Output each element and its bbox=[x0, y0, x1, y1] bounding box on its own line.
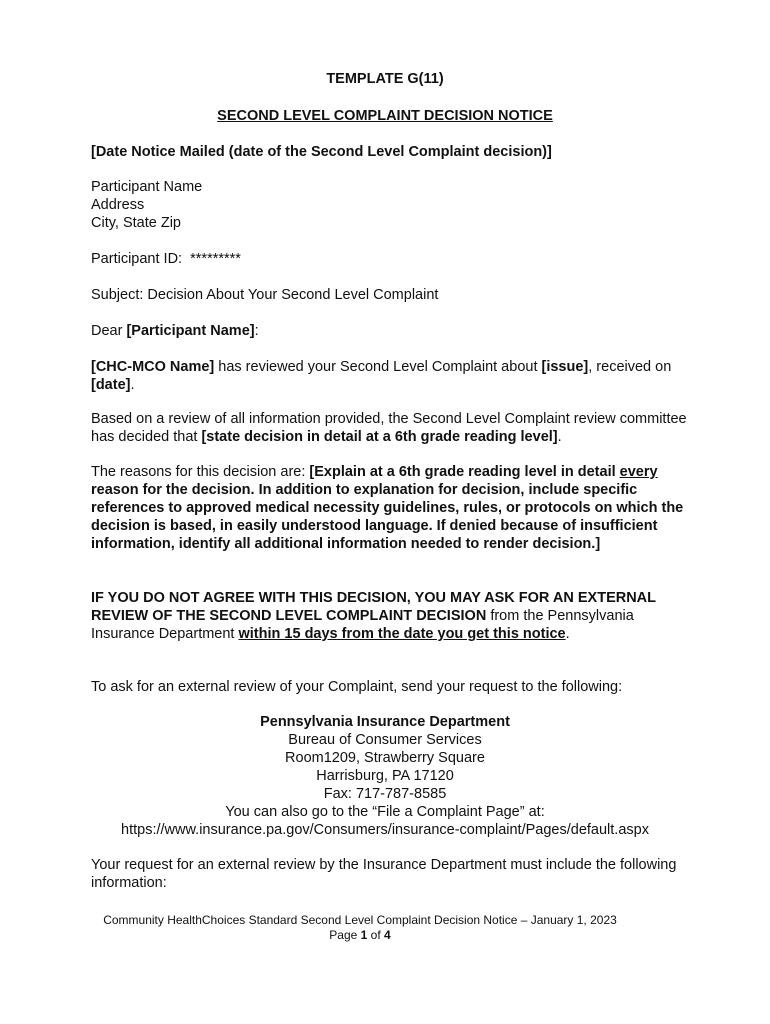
reasons-placeholder-2: reason for the decision. In addition to explanation for decision, include specific references to approved medical necessity guidelines, rules, or protocols on which the decision is based, in easily understood language. If denied because of insufficient information, identify all additional information needed to render decision.] bbox=[91, 482, 684, 552]
greeting-suffix: : bbox=[254, 323, 259, 339]
contact-bureau: Bureau of Consumer Services bbox=[288, 732, 482, 748]
page-current: 1 bbox=[360, 928, 368, 942]
decision-placeholder: [state decision in detail at a 6th grade reading level] bbox=[201, 429, 558, 445]
para1-end: . bbox=[130, 377, 135, 393]
para4-text: from the Pennsylvania Insurance Department bbox=[91, 608, 634, 642]
address-line: Address bbox=[91, 197, 145, 213]
contact-org: Pennsylvania Insurance Department bbox=[260, 714, 510, 730]
participant-id-value: ********* bbox=[190, 251, 241, 267]
deadline-text: within 15 days from the date you get this notice bbox=[238, 626, 566, 642]
participant-address-block bbox=[91, 178, 691, 232]
para4-end: . bbox=[565, 626, 570, 642]
contact-fax: Fax: 717-787-8585 bbox=[323, 786, 447, 802]
page-of: of bbox=[367, 928, 385, 942]
contact-web-intro: You can also go to the “File a Complaint Page” at: bbox=[225, 804, 545, 820]
paragraph-external-review bbox=[91, 589, 691, 643]
paragraph-request-requirements: Your request for an external review by the Insurance Department must include the following information: bbox=[91, 857, 677, 891]
subject-line: Subject: Decision About Your Second Level Complaint bbox=[91, 287, 439, 303]
issue-placeholder: [issue] bbox=[541, 359, 589, 375]
page-number bbox=[0, 928, 720, 943]
page-total: 4 bbox=[384, 928, 391, 942]
para2-end: . bbox=[557, 429, 562, 445]
participant-id-line bbox=[91, 250, 691, 268]
contact-city: Harrisburg, PA 17120 bbox=[316, 768, 454, 784]
template-label: TEMPLATE G(11) bbox=[326, 71, 444, 87]
city-state-zip-line: City, State Zip bbox=[91, 215, 181, 231]
paragraph-decision bbox=[91, 410, 691, 446]
document-title: SECOND LEVEL COMPLAINT DECISION NOTICE bbox=[217, 108, 553, 124]
page-footer bbox=[0, 913, 720, 943]
reasons-every: every bbox=[619, 464, 658, 480]
participant-name-line: Participant Name bbox=[91, 179, 203, 195]
paragraph-review-intro bbox=[91, 358, 691, 394]
page-prefix: Page bbox=[329, 928, 361, 942]
external-review-heading: IF YOU DO NOT AGREE WITH THIS DECISION, YOU MAY ASK FOR AN EXTERNAL REVIEW OF THE SECOND LEVEL COMPLAINT DECISION bbox=[91, 590, 656, 624]
para1-text: has reviewed your Second Level Complaint about bbox=[214, 359, 542, 375]
contact-url: https://www.insurance.pa.gov/Consumers/insurance-complaint/Pages/default.aspx bbox=[121, 822, 649, 838]
greeting-name-placeholder: [Participant Name] bbox=[126, 323, 255, 339]
para2-text: Based on a review of all information provided, the Second Level Complaint review committee has decided that bbox=[91, 411, 687, 445]
paragraph-how-to-ask: To ask for an external review of your Complaint, send your request to the following: bbox=[91, 679, 623, 695]
participant-id-label: Participant ID: bbox=[91, 251, 183, 267]
date-placeholder: [date] bbox=[91, 377, 131, 393]
contact-room: Room1209, Strawberry Square bbox=[285, 750, 485, 766]
para3-text: The reasons for this decision are: bbox=[91, 464, 310, 480]
footer-notice-title: Community HealthChoices Standard Second Level Complaint Decision Notice – January 1, 2023 bbox=[103, 913, 617, 927]
greeting-prefix: Dear bbox=[91, 323, 127, 339]
paragraph-reasons bbox=[91, 463, 691, 553]
date-mailed-placeholder: [Date Notice Mailed (date of the Second Level Complaint decision)] bbox=[91, 144, 552, 160]
mco-name-placeholder: [CHC-MCO Name] bbox=[91, 359, 215, 375]
greeting bbox=[91, 322, 691, 340]
para1-text-2: , received on bbox=[588, 359, 672, 375]
reasons-placeholder-1: [Explain at a 6th grade reading level in detail bbox=[309, 464, 620, 480]
insurance-department-contact bbox=[0, 713, 770, 839]
